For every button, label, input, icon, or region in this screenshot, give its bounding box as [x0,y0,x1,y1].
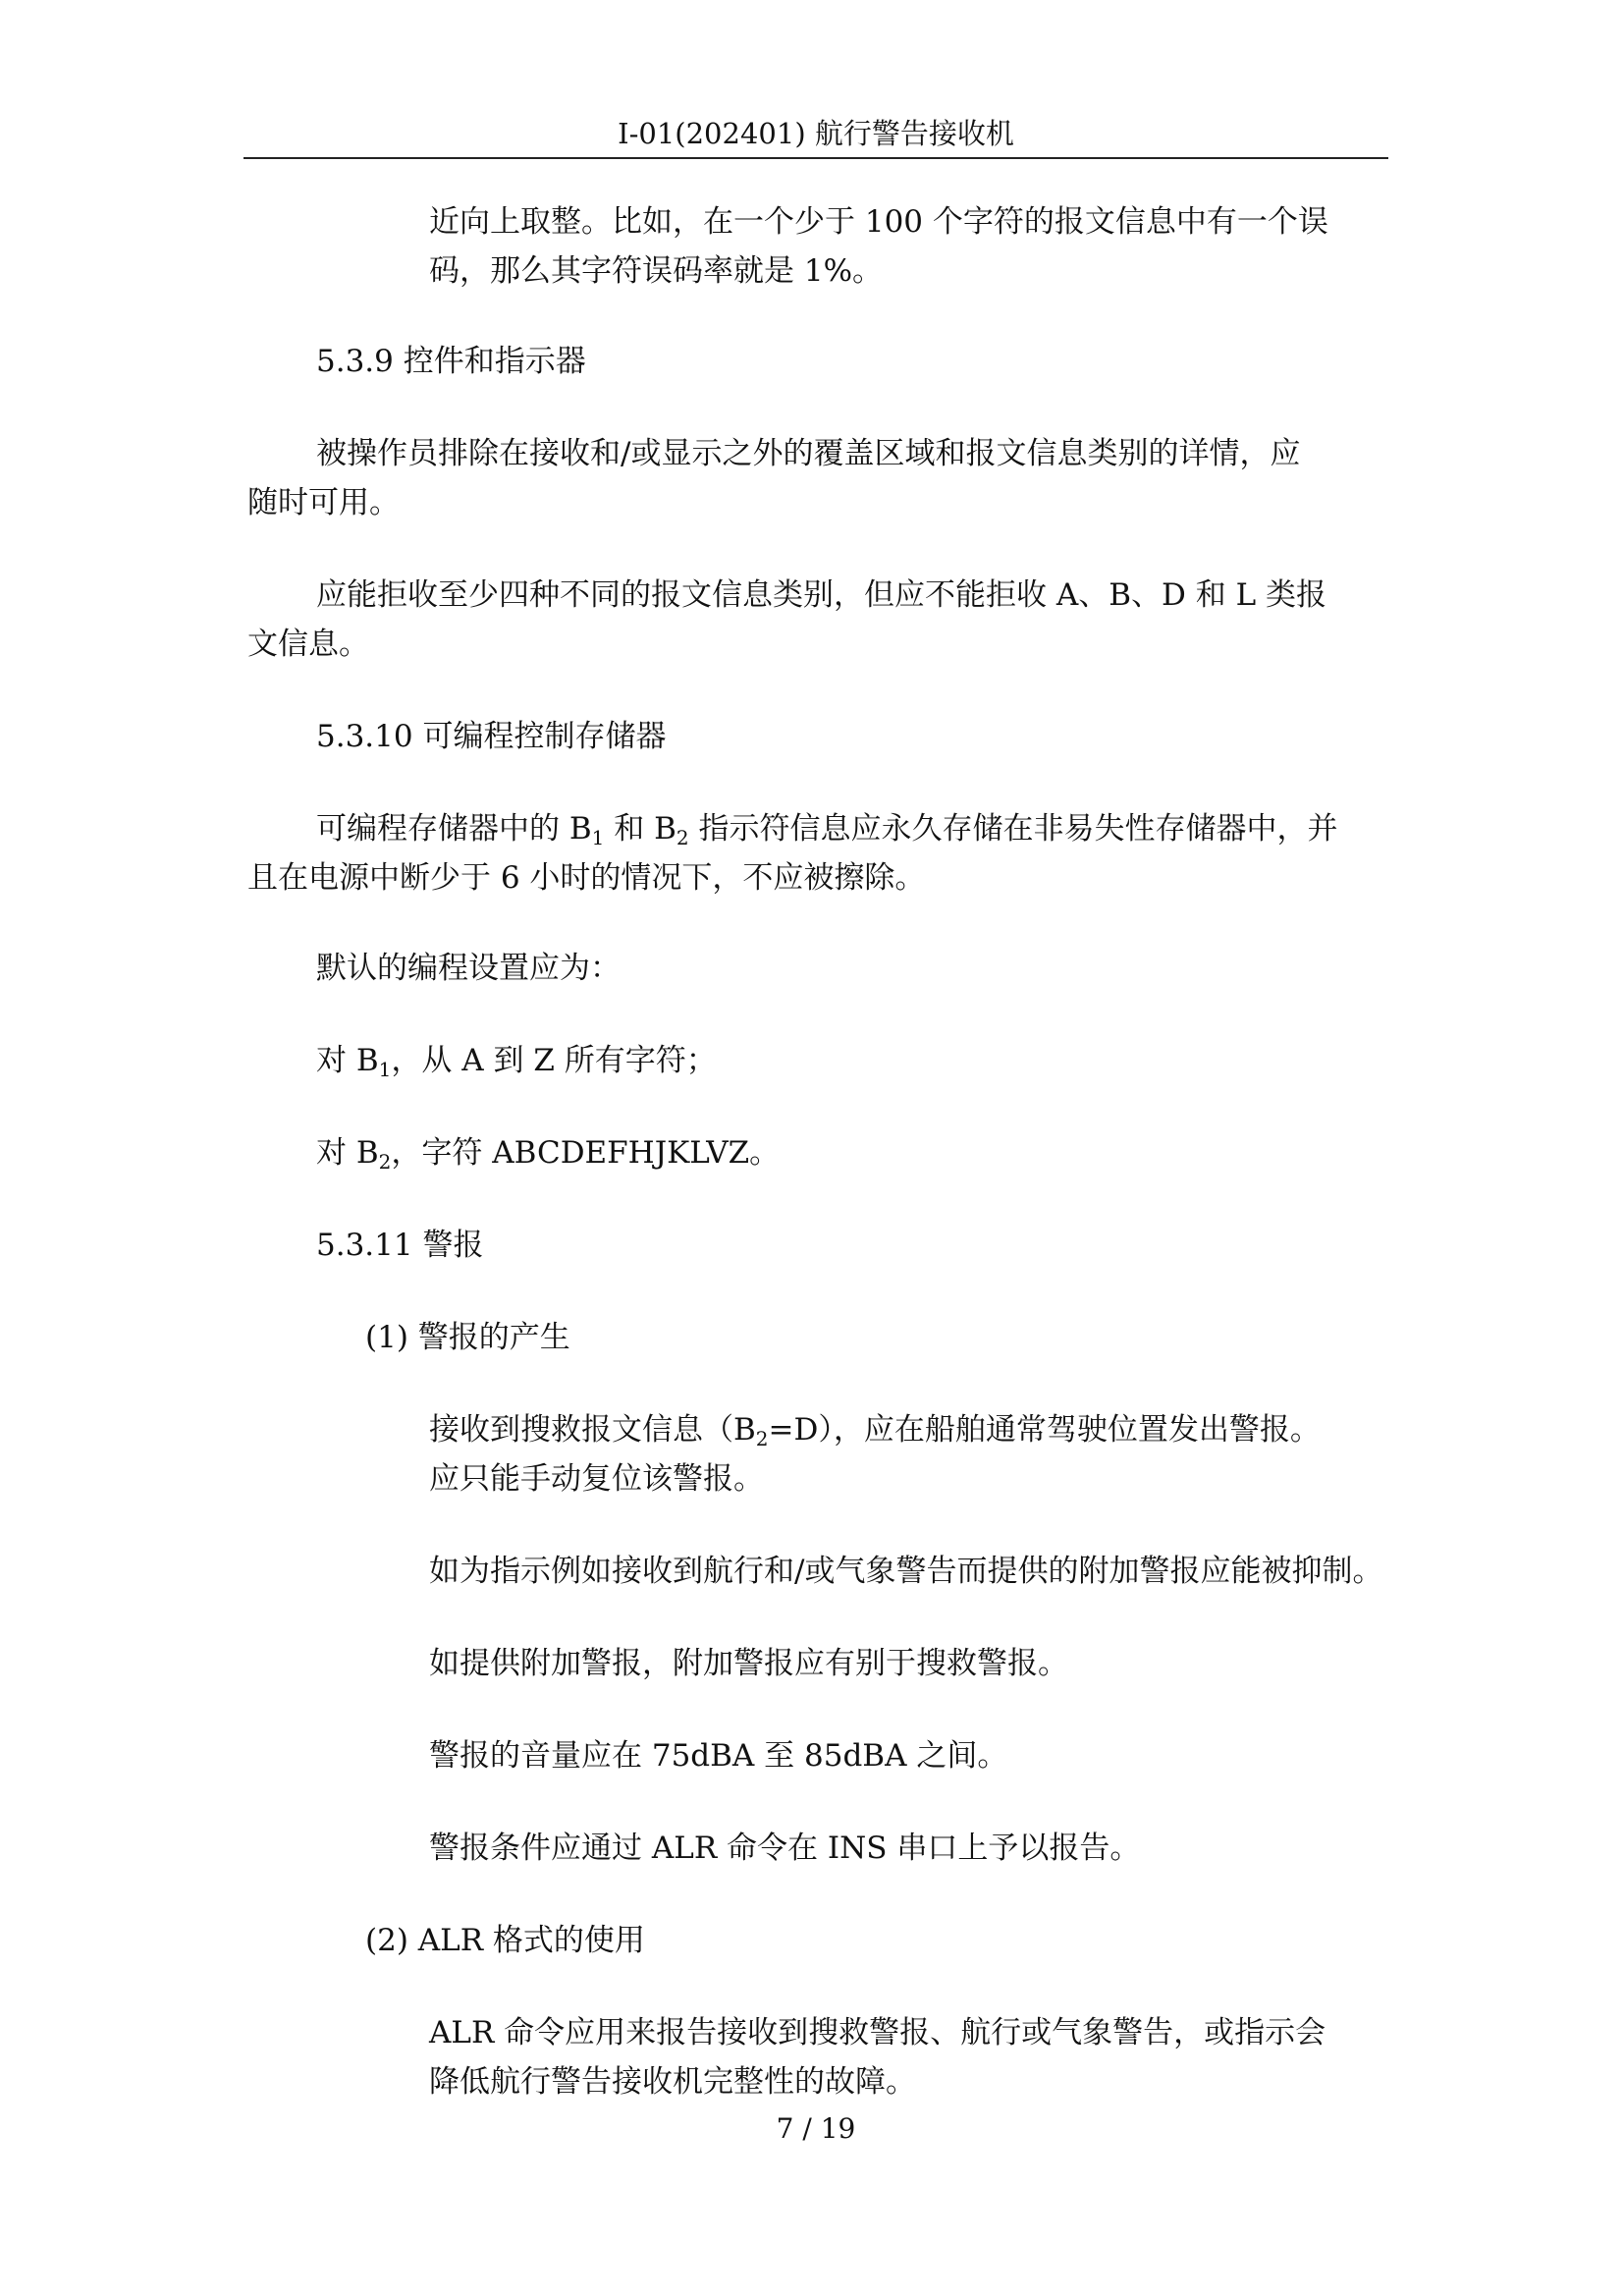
paragraph-line: 且在电源中断少于 6 小时的情况下，不应被擦除。 [247,860,926,896]
paragraph-line: 警报的音量应在 75dBA 至 85dBA 之间。 [429,1738,1008,1774]
paragraph-line: 文信息。 [247,627,369,662]
paragraph-line: 降低航行警告接收机完整性的故障。 [429,2064,916,2100]
text-run: =D），应在船舶通常驾驶位置发出警报。 [768,1412,1321,1448]
paragraph-line: 码，那么其字符误码率就是 1%。 [429,253,884,289]
page-header: I-01(202401) 航行警告接收机 [618,117,1014,150]
paragraph-line: 如为指示例如接收到航行和/或气象警告而提供的附加警报应能被抑制。 [429,1554,1383,1589]
text-run: 对 B [316,1135,379,1171]
paragraph-line: 随时可用。 [247,485,400,520]
text-run: ，字符 ABCDEFHJKLVZ。 [391,1135,781,1171]
paragraph-line: 近向上取整。比如，在一个少于 100 个字符的报文信息中有一个误 [429,204,1328,240]
paragraph-line: 默认的编程设置应为： [316,951,621,986]
text-run: 指示符信息应永久存储在非易失性存储器中，并 [688,811,1338,847]
section-heading-5-3-10: 5.3.10 可编程控制存储器 [316,719,667,754]
section-heading-5-3-9: 5.3.9 控件和指示器 [316,344,586,379]
text-run: 对 B [316,1043,379,1078]
list-item-1: (1) 警报的产生 [365,1320,570,1355]
paragraph-line: 如提供附加警报，附加警报应有别于搜救警报。 [429,1646,1068,1681]
paragraph-line: 应能拒收至少四种不同的报文信息类别，但应不能拒收 A、B、D 和 L 类报 [316,577,1327,613]
subscript: 1 [378,1058,392,1081]
subscript: 1 [591,826,605,849]
paragraph-line: 警报条件应通过 ALR 命令在 INS 串口上予以报告。 [429,1831,1141,1866]
paragraph-line [429,1408,1321,1451]
section-heading-5-3-11: 5.3.11 警报 [316,1228,484,1263]
subscript: 2 [755,1427,769,1450]
list-item-2: (2) ALR 格式的使用 [365,1923,645,1958]
paragraph-line [316,1131,780,1175]
paragraph-line: ALR 命令应用来报告接收到搜救警报、航行或气象警告，或指示会 [429,2015,1326,2050]
text-run: 接收到搜救报文信息（B [429,1412,756,1448]
subscript: 2 [676,826,689,849]
text-run: 和 B [604,811,676,847]
page-number: 7 / 19 [776,2112,856,2145]
paragraph-line [316,1039,717,1082]
text-run: ，从 A 到 Z 所有字符； [391,1043,717,1078]
header-rule [243,157,1388,159]
text-run: 可编程存储器中的 B [316,811,592,847]
paragraph-line [316,807,1337,850]
paragraph-line: 被操作员排除在接收和/或显示之外的覆盖区域和报文信息类别的详情，应 [316,436,1301,471]
paragraph-line: 应只能手动复位该警报。 [429,1461,764,1497]
subscript: 2 [378,1150,392,1174]
